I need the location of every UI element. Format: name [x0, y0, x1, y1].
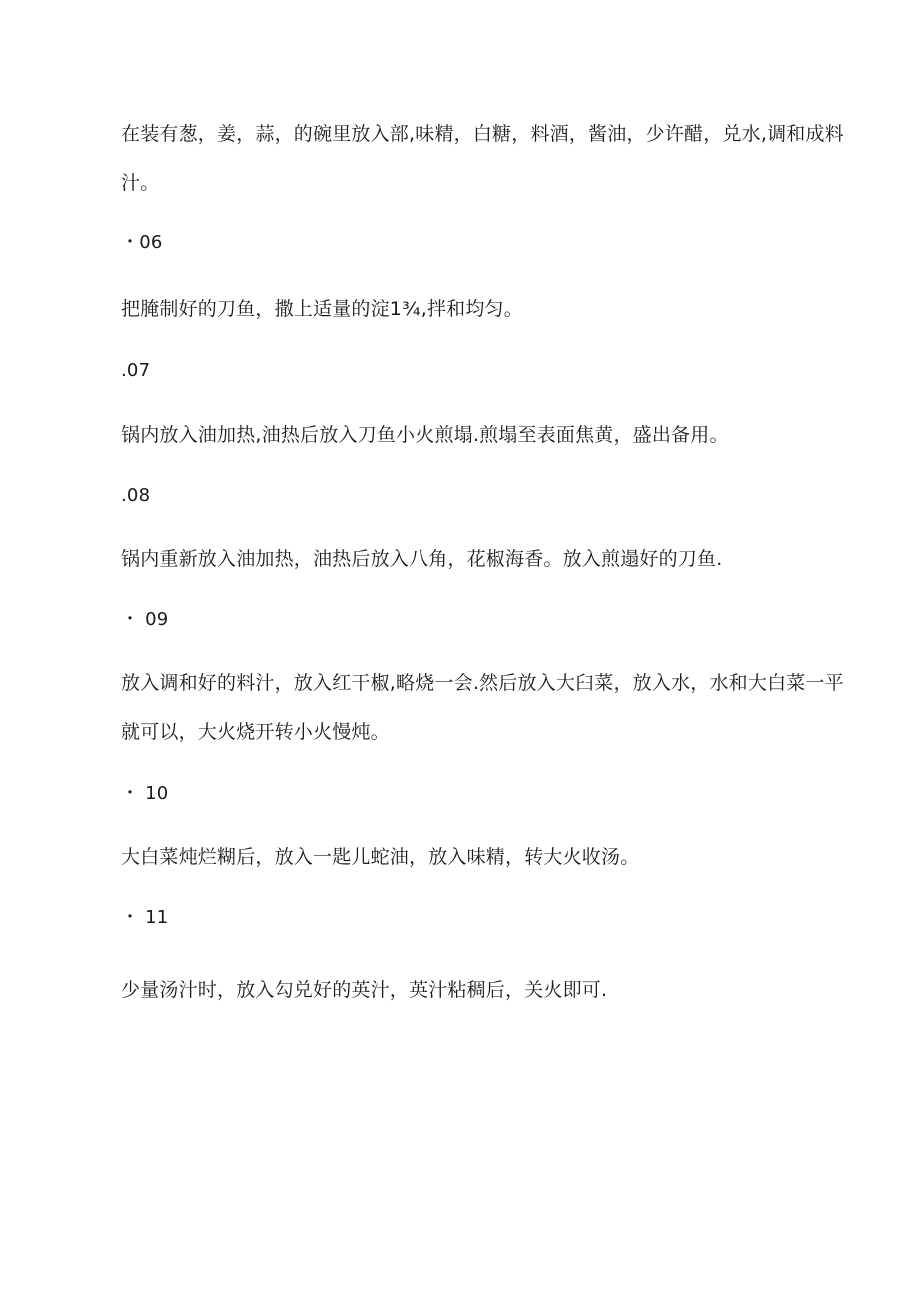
step-08-text: 锅内重新放入油加热，油热后放入八角，花椒海香。放入煎遢好的刀鱼.: [121, 548, 723, 570]
step-10-marker: ・ 10: [121, 783, 169, 804]
step-07-text: 锅内放入油加热,油热后放入刀鱼小火煎塌.煎塌至表面焦黄，盛出备用。: [121, 424, 729, 446]
step-05-text-line-2: 汁。: [121, 172, 160, 194]
step-05-text-line-1: 在装有葱，姜，蒜，的碗里放入部,味精，白糖，料酒，酱油，少许醋，兑水,调和成料: [121, 123, 844, 145]
step-09-text-line-1: 放入调和好的料汁，放入红干椒,略烧一会.然后放入大臼菜，放入水，水和大白菜一平: [121, 672, 844, 694]
step-10-text: 大白菜炖烂糊后，放入一匙儿蛇油，放入味精，转大火收汤。: [121, 846, 640, 868]
step-09-marker: ・ 09: [121, 609, 169, 630]
step-09-text-line-2: 就可以，大火烧开转小火慢炖。: [121, 721, 390, 743]
step-06-marker: ・06: [121, 232, 163, 253]
step-07-marker: .07: [121, 360, 151, 381]
step-06-text: 把腌制好的刀鱼，撒上适量的淀1¾,拌和均匀。: [121, 298, 523, 320]
step-11-text: 少量汤汁时，放入勾兑好的英汁，英汁粘稠后，关火即可.: [121, 979, 608, 1001]
step-08-marker: .08: [121, 485, 151, 506]
step-11-marker: ・ 11: [121, 907, 169, 928]
